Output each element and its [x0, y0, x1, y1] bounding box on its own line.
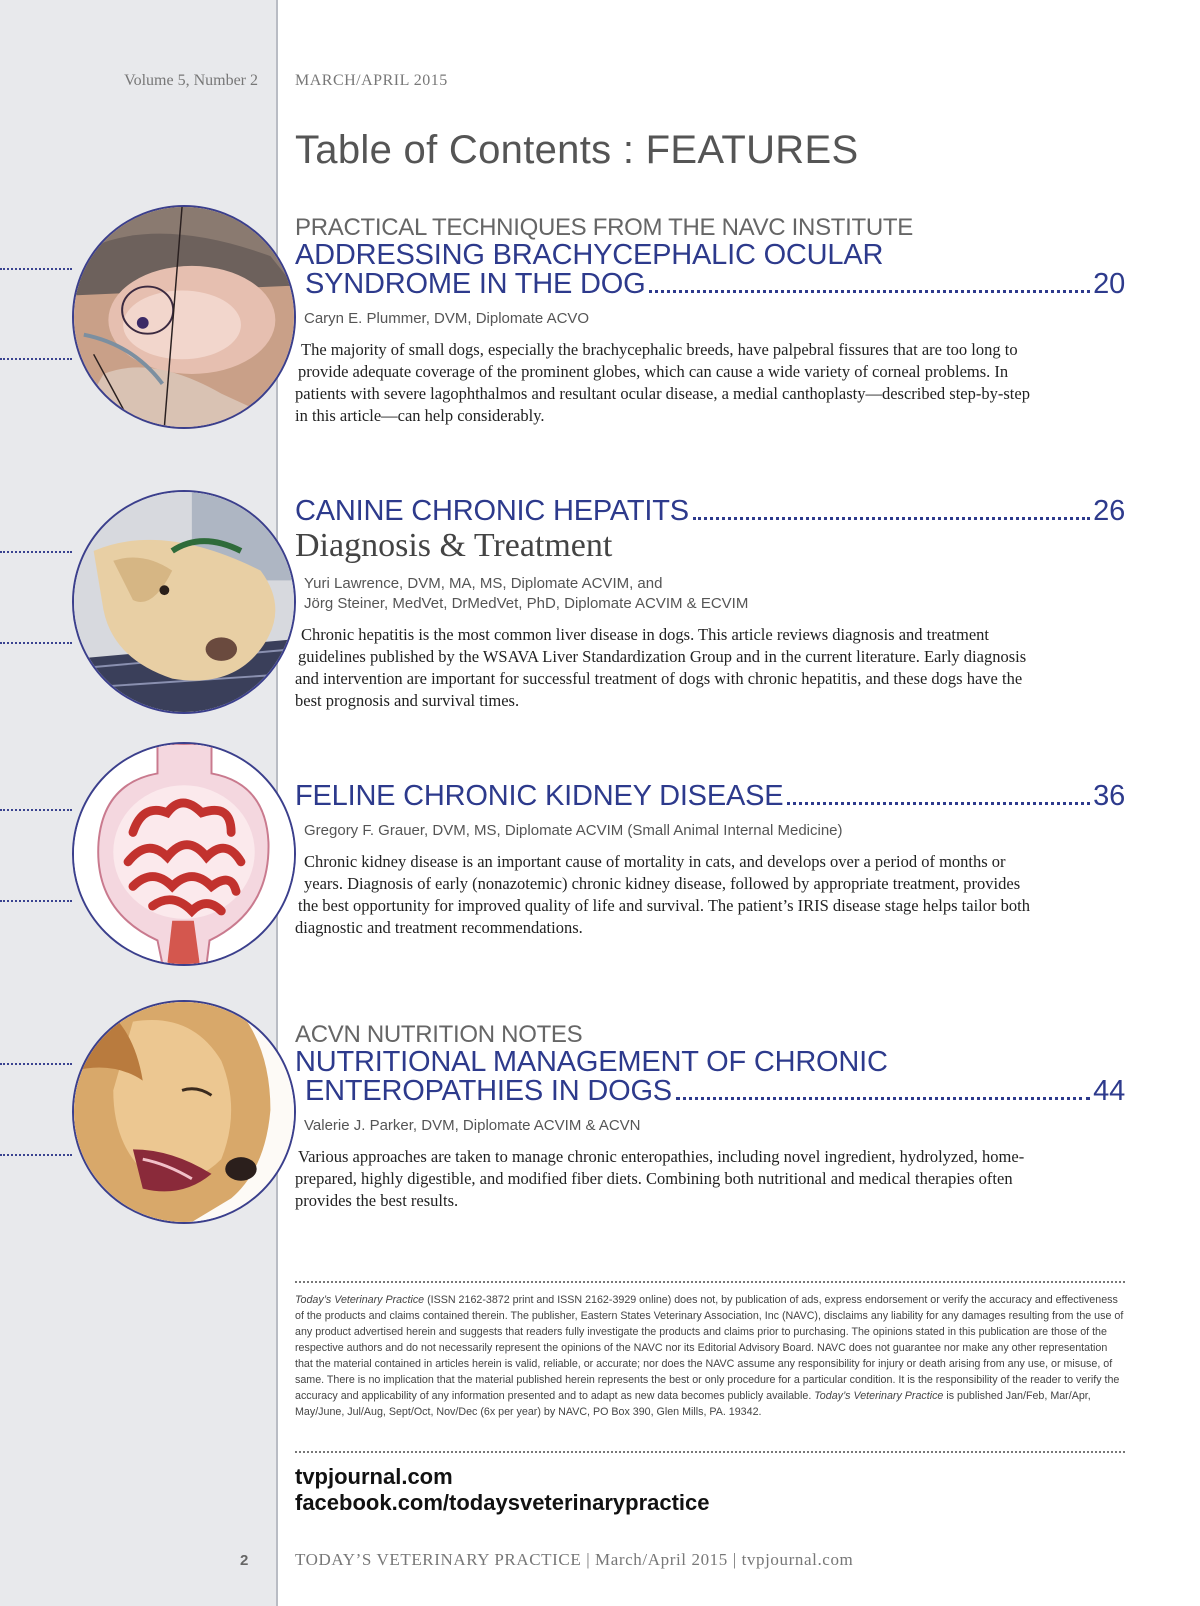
article-title[interactable]: FELINE CHRONIC KIDNEY DISEASE 36 [295, 780, 1125, 812]
article-description: Various approaches are taken to manage chronic enteropathies, including novel ingredient, hydrolyzed, home- prepared, highly digestible, and modified fiber diets. Combining both nutritional and medical therapies often provides the best results. [295, 1147, 1025, 1210]
journal-links [295, 1464, 710, 1516]
running-footer: TODAY’S VETERINARY PRACTICE | March/April 2015 | tvpjournal.com [295, 1550, 854, 1569]
page-title: Table of Contents : FEATURES [295, 128, 859, 172]
article-title-line2[interactable]: SYNDROME IN THE DOG 20 [305, 268, 1125, 300]
page-number-footer: 2 [240, 1552, 249, 1569]
series-label: ACVN NUTRITION NOTES [295, 1021, 583, 1048]
feature-article-2[interactable] [295, 497, 1125, 712]
dot-leader [676, 1097, 1090, 1100]
page-number[interactable]: 44 [1093, 1075, 1125, 1107]
feature-article-3[interactable] [295, 782, 1125, 939]
article-title-line2[interactable]: ENTEROPATHIES IN DOGS 44 [305, 1075, 1125, 1107]
margin-dotted-line [0, 358, 72, 360]
eye-surgery-image [72, 205, 296, 429]
article-description: Chronic hepatitis is the most common liver disease in dogs. This article reviews diagnosis and treatment guidelines published by the WSAVA Liver Standardization Group and in the current literature. Early diagnosis and intervention are important for successful treatment of dogs with chronic hepatitis, and these dogs have the best prognosis and survival times. [295, 625, 1027, 710]
margin-dotted-line [0, 268, 72, 270]
article-description: Chronic kidney disease is an important cause of mortality in cats, and develops over a period of months or years. Diagnosis of early (nonazotemic) chronic kidney disease, followed by appropriate treatment, provides the best opportunity for improved quality of life and survival. The patient’s IRIS disease stage helps tailor both diagnostic and treatment recommendations. [295, 852, 1030, 937]
dot-leader [649, 290, 1090, 293]
page-number[interactable]: 26 [1093, 495, 1125, 527]
dot-leader [693, 517, 1090, 520]
article-author-2: Jörg Steiner, MedVet, DrMedVet, PhD, Diplomate ACVIM & ECVIM [304, 595, 749, 612]
margin-dotted-line [0, 900, 72, 902]
dog-eating-image [72, 1000, 296, 1224]
margin-dotted-line [0, 1154, 72, 1156]
article-description: The majority of small dogs, especially the brachycephalic breeds, have palpebral fissures that are too long to provide adequate coverage of the prominent globes, which can cause a wide variety of corneal problems. In patients with severe lagophthalmos and resultant ocular disease, a medial canthoplasty—described step-by-step in this article—can help considerably. [295, 340, 1030, 425]
margin-dotted-line [0, 642, 72, 644]
margin-dotted-line [0, 809, 72, 811]
facebook-link[interactable]: facebook.com/todaysveterinarypractice [295, 1490, 710, 1515]
kidney-illustration [72, 742, 296, 966]
article-author: Caryn E. Plummer, DVM, Diplomate ACVO [304, 310, 590, 327]
article-title[interactable]: CANINE CHRONIC HEPATITS 26 [295, 495, 1125, 527]
margin-dotted-line [0, 551, 72, 553]
disclaimer-top-rule [295, 1281, 1125, 1283]
article-author: Yuri Lawrence, DVM, MA, MS, Diplomate ACVIM, and [304, 575, 663, 592]
page-number[interactable]: 36 [1093, 780, 1125, 812]
website-link[interactable]: tvpjournal.com [295, 1464, 453, 1489]
page-number[interactable]: 20 [1093, 268, 1125, 300]
dot-leader [787, 802, 1090, 805]
feature-article-4[interactable] [295, 1021, 1125, 1212]
article-author: Gregory F. Grauer, DVM, MS, Diplomate ACVIM (Small Animal Internal Medicine) [304, 822, 843, 839]
disclaimer-bottom-rule [295, 1451, 1125, 1453]
feature-article-1[interactable] [295, 214, 1125, 427]
article-author: Valerie J. Parker, DVM, Diplomate ACVIM & ACVN [304, 1117, 641, 1134]
issue-date: MARCH/APRIL 2015 [295, 72, 448, 89]
margin-dotted-line [0, 1063, 72, 1065]
volume-number: Volume 5, Number 2 [124, 72, 258, 89]
publisher-disclaimer: Today’s Veterinary Practice (ISSN 2162-3872 print and ISSN 2162-3929 online) does not, by publication of ads, express endorsement or verify the accuracy and effectiveness of the products and claims contained therein. The publisher, Eastern States Veterinary Association, Inc (NAVC), disclaims any liability for any damages resulting from the use of any product advertised herein and suggests that readers fully investigate the products and claims prior to purchasing. The opinions stated in this publication are those of the respective authors and do not necessarily represent the opinions of the NAVC nor its Editorial Advisory Board. NAVC does not guarantee nor make any other representation that the material contained in articles herein is valid, reliable, or accurate; nor does the NAVC assume any responsibility for injury or death arising from any use, or misuse, of same. There is no implication that the material published herein represents the best or only procedure for a particular condition. It is the responsibility of the reader to verify the accuracy and applicability of any information presented and to adapt as new data becomes publicly available. Today’s Veterinary Practice is published Jan/Feb, Mar/Apr, May/June, Jul/Aug, Sept/Oct, Nov/Dec (6x per year) by NAVC, PO Box 390, Glen Mills, PA. 19342. [295, 1294, 1124, 1418]
article-subtitle: Diagnosis & Treatment [295, 527, 613, 564]
article-title[interactable]: ADDRESSING BRACHYCEPHALIC OCULAR [295, 239, 884, 271]
article-title[interactable]: NUTRITIONAL MANAGEMENT OF CHRONIC [295, 1046, 888, 1078]
sick-dog-image [72, 490, 296, 714]
series-label: PRACTICAL TECHNIQUES FROM THE NAVC INSTITUTE [295, 214, 913, 241]
